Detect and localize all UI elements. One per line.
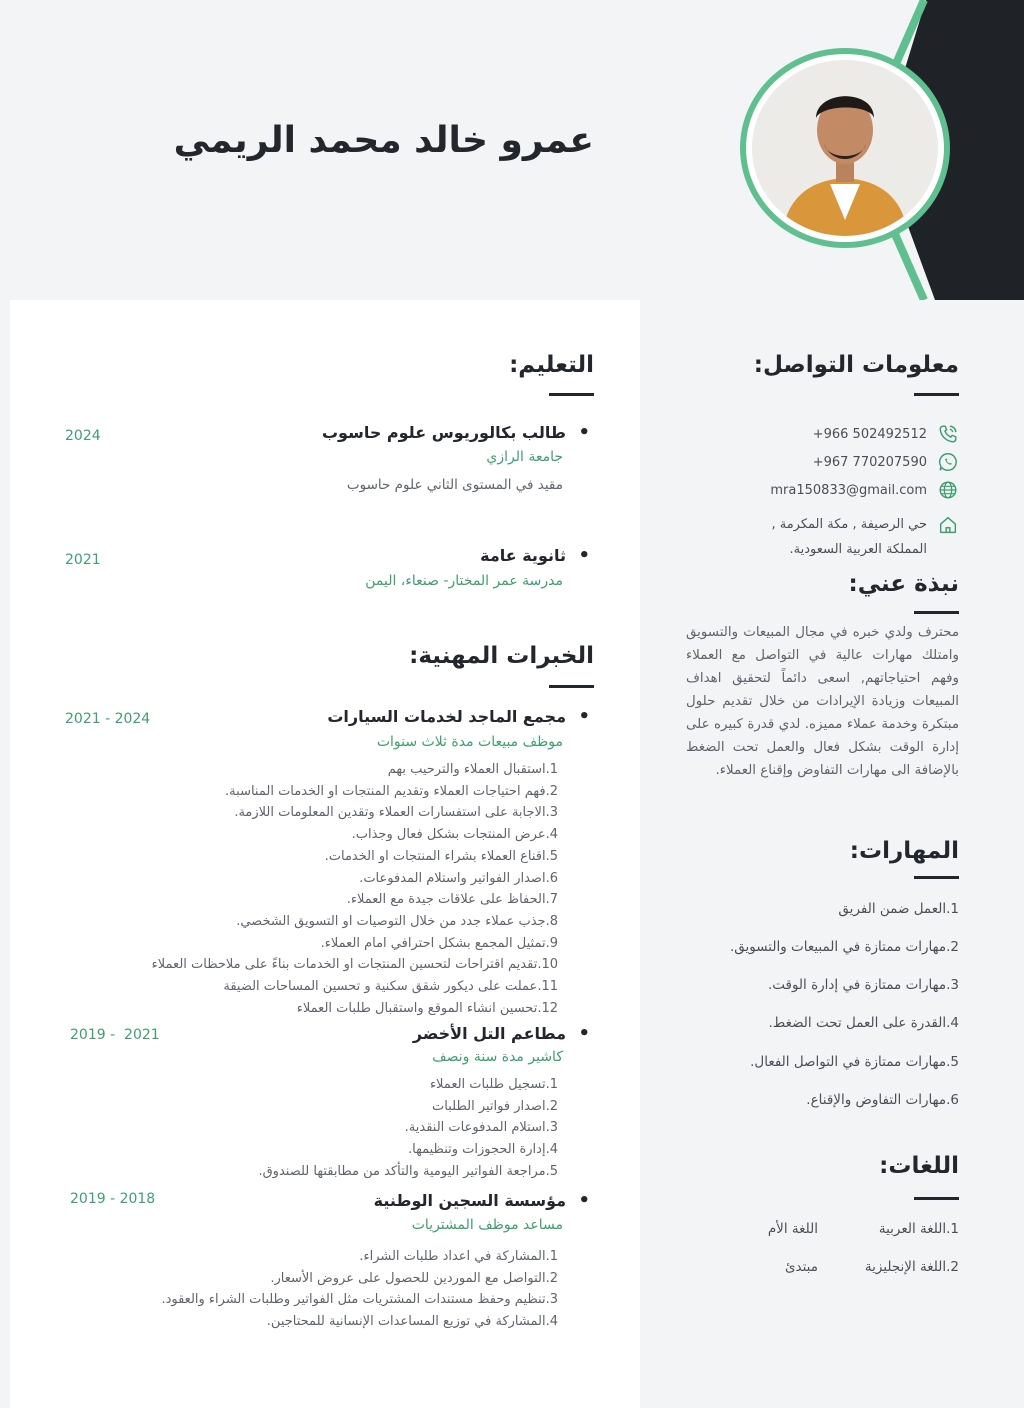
phone-number[interactable]: +966 502492512	[812, 426, 927, 442]
list-item: 12.تحسين انشاء الموقع واستقبال طلبات العملاء	[296, 1000, 558, 1016]
phone-icon	[937, 423, 959, 445]
languages-rule	[914, 1197, 959, 1200]
education-heading: التعليم:	[509, 352, 594, 378]
skill-item: 5.مهارات ممتازة في التواصل الفعال.	[750, 1054, 959, 1070]
list-item: 1.المشاركة في اعداد طلبات الشراء.	[359, 1249, 558, 1264]
skill-item: 2.مهارات ممتازة في المبيعات والتسويق.	[729, 939, 959, 955]
language-name: 1.اللغة العربية	[878, 1221, 959, 1237]
list-item: 3.تنظيم وحفظ مستندات المشتريات مثل الفواتير وطلبات الشراء والعقود.	[161, 1292, 558, 1308]
list-item: 3.استلام المدفوعات النقدية.	[404, 1120, 558, 1136]
list-item: 5.مراجعة الفواتير اليومية والتأكد من مطابقتها للصندوق.	[258, 1163, 558, 1179]
education-title: ثانوية عامة •	[480, 546, 566, 565]
job-company: مؤسسة السجين الوطنية •	[374, 1191, 566, 1210]
education-institution: جامعة الرازي	[486, 449, 563, 465]
job-period: 2019 - 2021	[70, 1027, 160, 1043]
list-item: 1.تسجيل طلبات العملاء	[429, 1077, 558, 1092]
home-icon	[937, 514, 959, 536]
list-item: 1.استقبال العملاء والترحيب بهم	[387, 762, 558, 777]
job-role: موظف مبيعات مدة ثلاث سنوات	[376, 734, 563, 750]
about-rule	[914, 611, 959, 614]
contact-phone	[813, 422, 959, 446]
languages-heading: اللغات:	[879, 1153, 959, 1179]
address-line: المملكة العربية السعودية.	[789, 542, 927, 557]
list-item: 2.فهم احتياجات العملاء وتقديم المنتجات او الخدمات المناسبة.	[225, 783, 558, 799]
address-line: حي الرصيفة , مكة المكرمة ,	[771, 517, 927, 532]
skills-rule	[914, 876, 959, 879]
job-period: 2019 - 2018	[70, 1191, 156, 1207]
about-heading: نبذة عني:	[848, 571, 959, 597]
full-name: عمرو خالد محمد الريمي	[173, 120, 594, 161]
contact-whatsapp	[813, 450, 959, 474]
list-item: 8.جذب عملاء جدد من خلال التوصيات او التسويق الشخصي.	[236, 913, 558, 929]
list-item: 4.المشاركة في توزيع المساعدات الإنسانية للمحتاجين.	[266, 1314, 558, 1330]
language-level: مبتدئ	[784, 1259, 818, 1275]
list-item: 6.اصدار الفواتير واستلام المدفوعات.	[359, 870, 558, 886]
list-item: 9.تمثيل المجمع بشكل احترافي امام العملاء.	[320, 935, 558, 951]
list-item: 3.الاجابة على استفسارات العملاء وتقدين المعلومات اللازمة.	[234, 805, 558, 821]
contact-rule	[914, 393, 959, 396]
job-duties	[161, 1246, 558, 1333]
experience-rule	[549, 685, 594, 688]
education-year: 2021	[65, 552, 101, 568]
globe-icon	[937, 479, 959, 501]
avatar	[752, 60, 938, 236]
language-level: اللغة الأم	[767, 1221, 818, 1237]
job-company: مجمع الماجد لخدمات السيارات •	[327, 707, 566, 726]
contact-email	[770, 478, 959, 502]
contact-heading: معلومات التواصل:	[753, 352, 959, 378]
job-duties	[152, 759, 558, 1019]
about-text: محترف ولدي خبره في مجال المبيعات والتسويق وامتلك مهارات عالية في التواصل مع العملاء وفهم احتياجاتهم, اسعى دائماً لتحقيق اهداف المبيعات وزيادة الإيرادات من خلال تقديم حلول مبتكرة وخدمة عملاء مميزه. لدي قدرة كبيره على إدارة الوقت بشكل فعال والعمل تحت الضغط بالإضافة الى مهارات التفاوض وإقناع العملاء.	[686, 625, 959, 778]
profile-photo	[740, 48, 950, 248]
skill-item: 6.مهارات التفاوض والإقناع.	[806, 1092, 959, 1108]
skill-item: 1.العمل ضمن الفريق	[838, 901, 959, 917]
skill-item: 3.مهارات ممتازة في إدارة الوقت.	[767, 977, 959, 993]
whatsapp-number[interactable]: +967 770207590	[812, 454, 927, 470]
email-address[interactable]: mra150833@gmail.com	[770, 482, 927, 498]
list-item: 4.إدارة الحجوزات وتنظيمها.	[408, 1142, 558, 1158]
education-year: 2024	[65, 428, 101, 444]
job-company: مطاعم التل الأخضر •	[413, 1024, 566, 1043]
skill-item: 4.القدرة على العمل تحت الضغط.	[768, 1015, 959, 1031]
list-item: 2.اصدار فواتير الطلبات	[432, 1098, 558, 1114]
education-title: طالب بكالوريوس علوم حاسوب •	[322, 423, 566, 442]
skills-heading: المهارات:	[849, 838, 959, 864]
experience-heading: الخبرات المهنية:	[409, 643, 594, 669]
list-item: 10.تقديم اقتراحات لتحسين المنتجات او الخدمات بناءً على ملاحظات العملاء	[151, 957, 558, 973]
contact-address	[771, 512, 959, 562]
list-item: 5.اقناع العملاء بشراء المنتجات او الخدمات.	[324, 848, 558, 864]
language-name: 2.اللغة الإنجليزية	[864, 1259, 959, 1275]
list-item: 11.عملت على ديكور شقق سكنية و تحسين المساحات الضيقة	[223, 979, 558, 995]
job-role: كاشير مدة سنة ونصف	[432, 1049, 563, 1065]
job-duties	[258, 1074, 558, 1183]
list-item: 7.الحفاظ على علاقات جيدة مع العملاء.	[346, 892, 558, 908]
job-role: مساعد موظف المشتريات	[411, 1217, 563, 1233]
job-period: 2021 - 2024	[65, 711, 151, 727]
list-item: 2.التواصل مع الموردين للحصول على عروض الأسعار.	[270, 1270, 558, 1286]
whatsapp-icon	[937, 451, 959, 473]
education-rule	[549, 393, 594, 396]
list-item: 4.عرض المنتجات بشكل فعال وجذاب.	[351, 827, 558, 843]
education-institution: مدرسة عمر المختار- صنعاء، اليمن	[365, 573, 563, 589]
education-note: مقيد في المستوى الثاني علوم حاسوب	[346, 477, 563, 493]
